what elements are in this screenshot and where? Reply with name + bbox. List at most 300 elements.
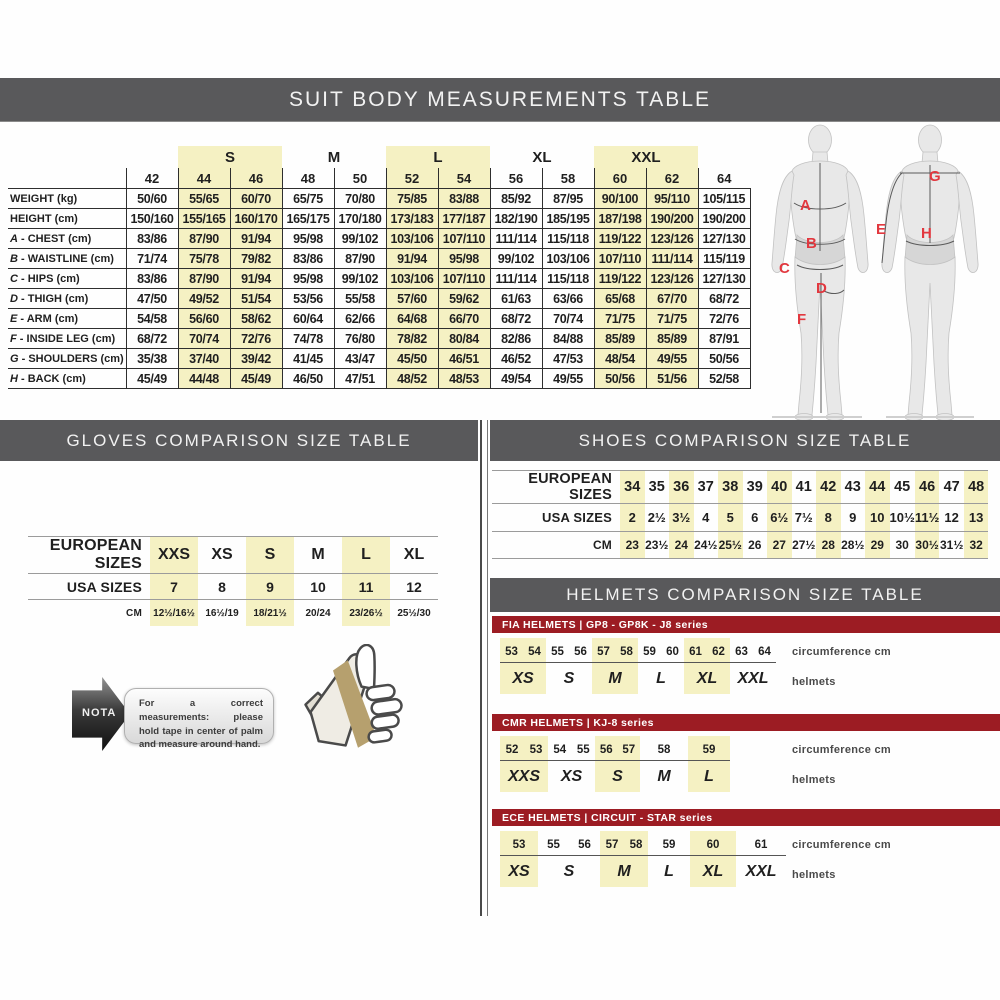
- size-value-cell: 45: [890, 471, 915, 504]
- suit-value-cell: 65/68: [594, 289, 646, 309]
- helmet-circumference-values: [595, 736, 640, 761]
- size-value-cell: 34: [620, 471, 645, 504]
- suit-value-cell: 64/68: [386, 309, 438, 329]
- suit-value-cell: 45/49: [126, 369, 178, 389]
- suit-value-cell: 173/183: [386, 209, 438, 229]
- suit-value-cell: 177/187: [438, 209, 490, 229]
- size-value-cell: 35: [645, 471, 670, 504]
- helmet-size-letter: L: [704, 767, 714, 785]
- suit-value-cell: 107/110: [438, 269, 490, 289]
- helmet-circumference-value: 54: [553, 744, 567, 756]
- helmet-series-bar: ECE HELMETS | CIRCUIT - STAR series: [492, 809, 1000, 826]
- suit-value-cell: 87/91: [698, 329, 750, 349]
- suit-value-cell: 119/122: [594, 269, 646, 289]
- suit-table-row: [8, 309, 750, 329]
- size-value-cell: 11½: [915, 504, 940, 532]
- size-row-label: USA SIZES: [492, 504, 620, 532]
- suit-value-cell: 70/74: [178, 329, 230, 349]
- suit-value-cell: 65/75: [282, 189, 334, 209]
- suit-value-cell: 95/98: [282, 229, 334, 249]
- helmet-series-bar: FIA HELMETS | GP8 - GP8K - J8 series: [492, 616, 1000, 633]
- size-value-cell: 29: [865, 532, 890, 559]
- suit-value-cell: 58/62: [230, 309, 282, 329]
- helmet-size-letter: M: [608, 669, 622, 687]
- suit-value-cell: 51/54: [230, 289, 282, 309]
- suit-value-cell: 49/54: [490, 369, 542, 389]
- suit-value-cell: 111/114: [646, 249, 698, 269]
- suit-value-cell: 67/70: [646, 289, 698, 309]
- size-value-cell: 44: [865, 471, 890, 504]
- size-value-cell: XXS: [150, 537, 198, 574]
- gloves-table-wrap: [28, 536, 438, 626]
- suit-size-header: 58: [542, 168, 594, 189]
- suit-value-cell: 48/54: [594, 349, 646, 369]
- suit-value-cell: 63/66: [542, 289, 594, 309]
- suit-value-cell: 45/49: [230, 369, 282, 389]
- suit-size-header: 64: [698, 168, 750, 189]
- figure-label-chest: A: [800, 197, 811, 214]
- suit-value-cell: 55/58: [334, 289, 386, 309]
- suit-value-cell: 115/118: [542, 269, 594, 289]
- size-value-cell: 39: [743, 471, 768, 504]
- suit-title-bar: [0, 78, 1000, 122]
- suit-row-label: H - BACK (cm): [8, 369, 126, 389]
- suit-size-header: 62: [646, 168, 698, 189]
- helmet-size-group: [684, 638, 730, 694]
- size-value-cell: 32: [964, 532, 989, 559]
- suit-table-row: [8, 349, 750, 369]
- suit-value-cell: 127/130: [698, 229, 750, 249]
- suit-value-cell: 72/76: [698, 309, 750, 329]
- suit-value-cell: 123/126: [646, 269, 698, 289]
- suit-value-cell: 49/55: [542, 369, 594, 389]
- size-value-cell: 7½: [792, 504, 817, 532]
- helmets-title: HELMETS COMPARISON SIZE TABLE: [566, 585, 924, 604]
- suit-value-cell: 49/55: [646, 349, 698, 369]
- helmet-circumference-value: 59: [662, 839, 676, 851]
- suit-size-group: [126, 146, 178, 168]
- size-value-cell: 4: [694, 504, 719, 532]
- size-value-cell: 3½: [669, 504, 694, 532]
- helmet-circumference-value: 59: [643, 646, 656, 658]
- suit-value-cell: 150/160: [126, 209, 178, 229]
- helmet-circumference-value: 52: [505, 744, 519, 756]
- helmet-circumference-value: 64: [758, 646, 771, 658]
- suit-value-cell: 46/50: [282, 369, 334, 389]
- suit-value-cell: 155/165: [178, 209, 230, 229]
- suit-table-row: [8, 189, 750, 209]
- suit-measurements-table-wrap: [8, 146, 751, 389]
- helmet-circumference-value: 54: [528, 646, 541, 658]
- suit-value-cell: 107/110: [438, 229, 490, 249]
- suit-value-cell: 182/190: [490, 209, 542, 229]
- helmet-size-letter: XXL: [745, 862, 777, 880]
- size-value-cell: 27: [767, 532, 792, 559]
- suit-table-row: [8, 269, 750, 289]
- suit-value-cell: 123/126: [646, 229, 698, 249]
- suit-value-cell: 83/86: [282, 249, 334, 269]
- suit-value-cell: 49/52: [178, 289, 230, 309]
- size-value-cell: 24½: [694, 532, 719, 559]
- size-value-cell: L: [342, 537, 390, 574]
- suit-row-label: A - CHEST (cm): [8, 229, 126, 249]
- helmet-circumference-value: 60: [706, 839, 720, 851]
- suit-value-cell: 95/110: [646, 189, 698, 209]
- suit-value-cell: 115/119: [698, 249, 750, 269]
- suit-value-cell: 59/62: [438, 289, 490, 309]
- helmet-circumference-values: [548, 736, 595, 761]
- helmet-series-bar: CMR HELMETS | KJ-8 series: [492, 714, 1000, 731]
- helmet-size-group: [730, 638, 776, 694]
- suit-corner-cell: [8, 146, 126, 168]
- size-table-row: [492, 471, 988, 504]
- suit-row-label: B - WAISTLINE (cm): [8, 249, 126, 269]
- suit-value-cell: 68/72: [126, 329, 178, 349]
- helmet-circumference-value: 53: [529, 744, 543, 756]
- suit-value-cell: 43/47: [334, 349, 386, 369]
- helmet-circumference-values: [500, 638, 546, 663]
- helmet-circumference-value: 63: [735, 646, 748, 658]
- suit-value-cell: 71/75: [646, 309, 698, 329]
- helmet-size-letter: XS: [512, 669, 534, 687]
- size-value-cell: 27½: [792, 532, 817, 559]
- suit-size-header: 52: [386, 168, 438, 189]
- suit-value-cell: 190/200: [646, 209, 698, 229]
- suit-value-cell: 48/53: [438, 369, 490, 389]
- size-value-cell: 26: [743, 532, 768, 559]
- size-value-cell: 2½: [645, 504, 670, 532]
- helmet-size-group: [595, 736, 640, 792]
- helmet-circumference-values: [500, 736, 548, 761]
- helmet-size-groups: [500, 736, 730, 792]
- suit-size-header: 44: [178, 168, 230, 189]
- helmet-circumference-values: [640, 736, 688, 761]
- helmet-circumference-value: 60: [666, 646, 679, 658]
- size-table-row: [492, 532, 988, 559]
- helmet-circumference-value: 58: [657, 744, 671, 756]
- suit-row-label: C - HIPS (cm): [8, 269, 126, 289]
- suit-value-cell: 45/50: [386, 349, 438, 369]
- helmet-size-group: [538, 831, 600, 887]
- size-value-cell: S: [246, 537, 294, 574]
- helmet-size-letter: XL: [696, 669, 718, 687]
- suit-value-cell: 99/102: [334, 269, 386, 289]
- helmet-size-letter: L: [656, 669, 666, 687]
- suit-row-label: E - ARM (cm): [8, 309, 126, 329]
- suit-value-cell: 66/70: [438, 309, 490, 329]
- helmets-label: helmets: [792, 869, 836, 881]
- suit-value-cell: 87/90: [178, 269, 230, 289]
- suit-value-cell: 71/74: [126, 249, 178, 269]
- suit-value-cell: 47/51: [334, 369, 386, 389]
- helmet-circumference-value: 57: [605, 839, 619, 851]
- size-value-cell: 12: [390, 574, 438, 600]
- size-value-cell: 42: [816, 471, 841, 504]
- suit-value-cell: 46/51: [438, 349, 490, 369]
- shoes-table-wrap: [492, 470, 988, 559]
- suit-value-cell: 50/56: [594, 369, 646, 389]
- suit-table-row: [8, 329, 750, 349]
- suit-size-header: 48: [282, 168, 334, 189]
- size-value-cell: 25½: [718, 532, 743, 559]
- helmet-circumference-values: [638, 638, 684, 663]
- helmets-title-bar: [490, 578, 1000, 612]
- suit-value-cell: 190/200: [698, 209, 750, 229]
- helmet-size-letter: XS: [508, 862, 530, 880]
- figure-label-shoulders: G: [929, 168, 941, 185]
- helmet-size-group: [736, 831, 786, 887]
- size-value-cell: 10½: [890, 504, 915, 532]
- size-value-cell: 48: [964, 471, 989, 504]
- helmet-circumference-value: 56: [574, 646, 587, 658]
- helmet-size-group: [638, 638, 684, 694]
- size-value-cell: XS: [198, 537, 246, 574]
- helmet-size-letter: S: [563, 669, 575, 687]
- suit-value-cell: 68/72: [490, 309, 542, 329]
- size-table-row: [28, 600, 438, 627]
- suit-size-header: 60: [594, 168, 646, 189]
- thumbs-up-hand-icon: [298, 644, 408, 766]
- suit-row-label: D - THIGH (cm): [8, 289, 126, 309]
- helmet-circumference-values: [690, 831, 736, 856]
- suit-table-row: [8, 369, 750, 389]
- shoes-title: SHOES COMPARISON SIZE TABLE: [578, 430, 912, 450]
- suit-value-cell: 47/50: [126, 289, 178, 309]
- helmet-circumference-value: 55: [551, 646, 564, 658]
- nota-text: For a correct measurements: please hold tape in center of palm and measure around hand.: [139, 698, 263, 751]
- back-figure-baseline: [886, 416, 974, 418]
- suit-value-cell: 91/94: [230, 269, 282, 289]
- circumference-cm-label: circumference cm: [792, 744, 891, 756]
- helmet-size-group: [592, 638, 638, 694]
- gloves-title: GLOVES COMPARISON SIZE TABLE: [66, 430, 412, 450]
- suit-value-cell: 87/90: [334, 249, 386, 269]
- suit-value-cell: 87/95: [542, 189, 594, 209]
- suit-value-cell: 90/100: [594, 189, 646, 209]
- suit-value-cell: 103/106: [386, 229, 438, 249]
- size-value-cell: 9: [841, 504, 866, 532]
- size-value-cell: 6½: [767, 504, 792, 532]
- suit-value-cell: 91/94: [386, 249, 438, 269]
- suit-value-cell: 44/48: [178, 369, 230, 389]
- size-value-cell: 24: [669, 532, 694, 559]
- suit-size-group: M: [327, 148, 341, 166]
- helmet-size-groups: [500, 831, 786, 887]
- suit-size-group: XL: [532, 148, 552, 166]
- suit-row-label: G - SHOULDERS (cm): [8, 349, 126, 369]
- suit-size-header: 42: [126, 168, 178, 189]
- suit-value-cell: 72/76: [230, 329, 282, 349]
- helmet-circumference-values: [648, 831, 690, 856]
- helmet-circumference-values: [500, 831, 538, 856]
- helmet-size-group: [688, 736, 730, 792]
- suit-value-cell: 80/84: [438, 329, 490, 349]
- suit-table-row: [8, 249, 750, 269]
- size-value-cell: 23/26½: [342, 600, 390, 627]
- size-value-cell: 5: [718, 504, 743, 532]
- suit-value-cell: 99/102: [490, 249, 542, 269]
- nota-note-box: [124, 688, 274, 751]
- helmet-circumference-value: 58: [620, 646, 633, 658]
- suit-value-cell: 160/170: [230, 209, 282, 229]
- helmet-size-letter: S: [612, 767, 623, 785]
- helmet-size-letter: XXL: [737, 669, 769, 687]
- helmet-circumference-value: 61: [754, 839, 768, 851]
- helmets-label: helmets: [792, 676, 836, 688]
- nota-label: NOTA: [82, 707, 117, 719]
- helmet-size-letter: XXS: [507, 767, 540, 785]
- size-row-label: CM: [492, 532, 620, 559]
- size-value-cell: 43: [841, 471, 866, 504]
- size-value-cell: 7: [150, 574, 198, 600]
- circumference-cm-label: circumference cm: [792, 839, 891, 851]
- suit-value-cell: 71/75: [594, 309, 646, 329]
- suit-value-cell: 91/94: [230, 229, 282, 249]
- figure-label-waistline: B: [806, 235, 817, 252]
- suit-value-cell: 41/45: [282, 349, 334, 369]
- size-value-cell: 9: [246, 574, 294, 600]
- body-figures-illustration: [756, 120, 1000, 422]
- helmet-circumference-value: 57: [597, 646, 610, 658]
- size-value-cell: 28½: [841, 532, 866, 559]
- helmet-circumference-values: [736, 831, 786, 856]
- suit-value-cell: 99/102: [334, 229, 386, 249]
- suit-value-cell: 54/58: [126, 309, 178, 329]
- suit-value-cell: 60/70: [230, 189, 282, 209]
- suit-value-cell: 55/65: [178, 189, 230, 209]
- suit-value-cell: 75/85: [386, 189, 438, 209]
- helmet-size-letter: M: [617, 862, 631, 880]
- helmet-size-group: [500, 831, 538, 887]
- helmet-size-group: [640, 736, 688, 792]
- size-row-label: CM: [28, 600, 150, 627]
- size-table-row: [28, 537, 438, 574]
- suit-value-cell: 35/38: [126, 349, 178, 369]
- suit-size-header: 56: [490, 168, 542, 189]
- suit-value-cell: 85/92: [490, 189, 542, 209]
- suit-value-cell: 50/60: [126, 189, 178, 209]
- suit-value-cell: 78/82: [386, 329, 438, 349]
- figure-label-thigh: D: [816, 280, 827, 297]
- helmet-circumference-value: 61: [689, 646, 702, 658]
- helmet-size-letter: XS: [560, 767, 583, 785]
- size-value-cell: 16½/19: [198, 600, 246, 627]
- suit-value-cell: 165/175: [282, 209, 334, 229]
- suit-value-cell: 79/82: [230, 249, 282, 269]
- suit-value-cell: 83/86: [126, 229, 178, 249]
- helmet-size-group: [546, 638, 592, 694]
- size-value-cell: 6: [743, 504, 768, 532]
- front-figure-baseline: [772, 416, 862, 418]
- suit-size-group: [698, 146, 750, 168]
- suit-value-cell: 85/89: [646, 329, 698, 349]
- suit-row-label: HEIGHT (cm): [8, 209, 126, 229]
- size-value-cell: 28: [816, 532, 841, 559]
- size-value-cell: 36: [669, 471, 694, 504]
- size-value-cell: 30½: [915, 532, 940, 559]
- suit-size-group: XXL: [594, 146, 698, 168]
- helmet-size-group: [500, 736, 548, 792]
- helmet-circumference-value: 62: [712, 646, 725, 658]
- suit-value-cell: 37/40: [178, 349, 230, 369]
- suit-value-cell: 119/122: [594, 229, 646, 249]
- suit-value-cell: 127/130: [698, 269, 750, 289]
- suit-row-label: F - INSIDE LEG (cm): [8, 329, 126, 349]
- suit-size-header: 54: [438, 168, 490, 189]
- suit-value-cell: 115/118: [542, 229, 594, 249]
- suit-value-cell: 170/180: [334, 209, 386, 229]
- section-divider-line: [480, 420, 482, 916]
- helmet-circumference-values: [684, 638, 730, 663]
- helmet-size-letter: S: [563, 862, 575, 880]
- helmet-size-letter: M: [657, 767, 671, 785]
- size-value-cell: 8: [198, 574, 246, 600]
- size-value-cell: M: [294, 537, 342, 574]
- suit-title: SUIT BODY MEASUREMENTS TABLE: [288, 87, 712, 111]
- suit-value-cell: 75/78: [178, 249, 230, 269]
- suit-value-cell: 85/89: [594, 329, 646, 349]
- helmet-circumference-values: [688, 736, 730, 761]
- suit-value-cell: 83/86: [126, 269, 178, 289]
- size-row-label: EUROPEAN SIZES: [492, 471, 620, 504]
- suit-value-cell: 60/64: [282, 309, 334, 329]
- size-value-cell: 11: [342, 574, 390, 600]
- helmet-size-letter: L: [664, 862, 674, 880]
- size-value-cell: 10: [865, 504, 890, 532]
- suit-value-cell: 46/52: [490, 349, 542, 369]
- suit-value-cell: 187/198: [594, 209, 646, 229]
- suit-value-cell: 105/115: [698, 189, 750, 209]
- helmet-circumference-values: [600, 831, 648, 856]
- helmet-circumference-value: 56: [578, 839, 591, 851]
- size-value-cell: 2: [620, 504, 645, 532]
- size-value-cell: 20/24: [294, 600, 342, 627]
- suit-value-cell: 51/56: [646, 369, 698, 389]
- helmet-circumference-value: 56: [599, 744, 613, 756]
- helmet-size-group: [548, 736, 595, 792]
- helmet-size-group: [690, 831, 736, 887]
- helmet-circumference-value: 59: [702, 744, 716, 756]
- suit-value-cell: 76/80: [334, 329, 386, 349]
- helmet-circumference-values: [730, 638, 776, 663]
- helmet-circumference-value: 53: [505, 646, 518, 658]
- suit-size-header: 46: [230, 168, 282, 189]
- suit-value-cell: 50/56: [698, 349, 750, 369]
- suit-value-cell: 185/195: [542, 209, 594, 229]
- shoes-title-bar: [490, 420, 1000, 461]
- size-value-cell: 13: [964, 504, 989, 532]
- suit-value-cell: 82/86: [490, 329, 542, 349]
- helmet-circumference-values: [538, 831, 600, 856]
- size-table-row: [492, 504, 988, 532]
- suit-value-cell: 107/110: [594, 249, 646, 269]
- size-value-cell: 37: [694, 471, 719, 504]
- size-value-cell: 47: [939, 471, 964, 504]
- size-value-cell: 12½/16½: [150, 600, 198, 627]
- suit-value-cell: 52/58: [698, 369, 750, 389]
- helmet-size-group: [500, 638, 546, 694]
- suit-value-cell: 83/88: [438, 189, 490, 209]
- size-table-row: [28, 574, 438, 600]
- gloves-size-table: [28, 536, 438, 626]
- size-value-cell: 38: [718, 471, 743, 504]
- suit-value-cell: 74/78: [282, 329, 334, 349]
- suit-value-cell: 48/52: [386, 369, 438, 389]
- suit-row-label: WEIGHT (kg): [8, 189, 126, 209]
- size-value-cell: XL: [390, 537, 438, 574]
- suit-value-cell: 70/74: [542, 309, 594, 329]
- size-value-cell: 23: [620, 532, 645, 559]
